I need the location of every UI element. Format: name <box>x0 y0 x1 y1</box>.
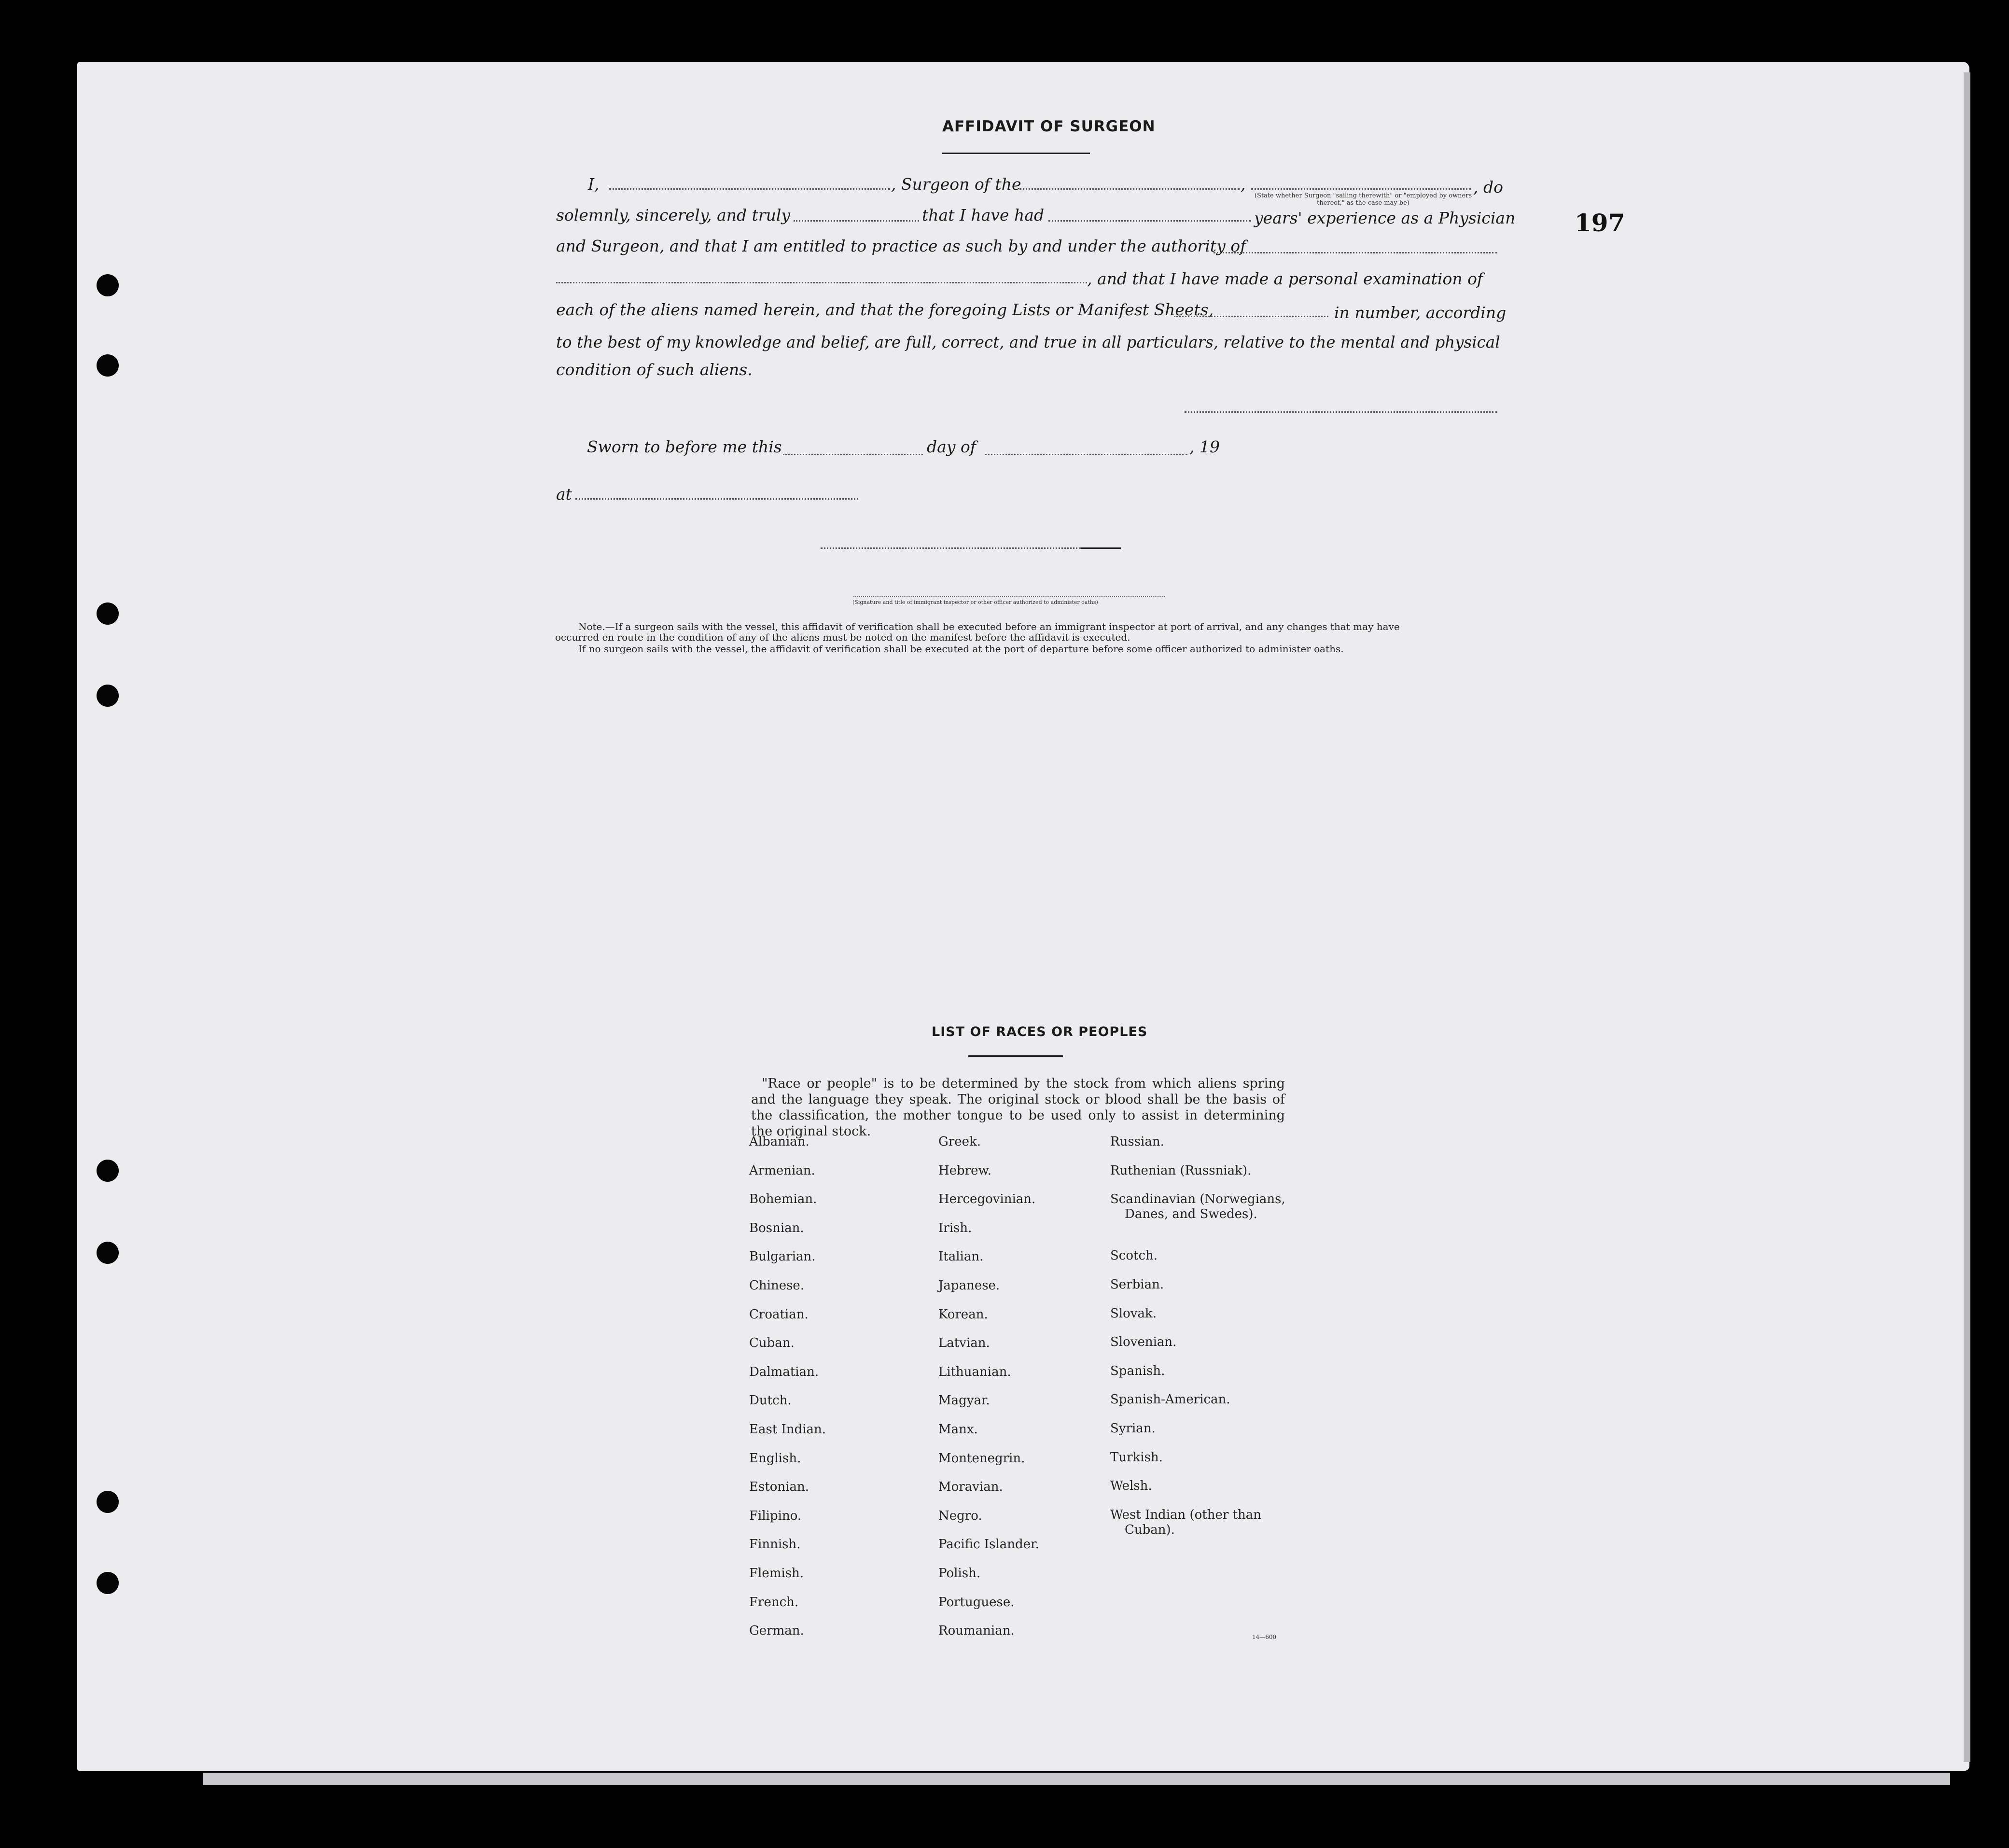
affidavit-line2-mid: that I have had <box>922 206 1045 224</box>
sworn-day-blank <box>783 454 923 455</box>
inspector-line-1-end <box>1081 547 1121 549</box>
affidavit-line2-start: solemnly, sincerely, and truly <box>556 206 791 224</box>
race-item: Pacific Islander. <box>938 1537 1039 1552</box>
race-item: East Indian. <box>749 1422 826 1437</box>
affidavit-line2-end: years' experience as a Physician <box>1254 209 1516 227</box>
race-item: Montenegrin. <box>938 1451 1025 1466</box>
note-line-2: occurred en route in the condition of any of the aliens must be noted on the manifest before the affidavit is executed. <box>555 631 1130 643</box>
binder-hole <box>97 1160 119 1182</box>
race-item: Spanish. <box>1110 1363 1165 1378</box>
race-item: Korean. <box>938 1307 988 1322</box>
races-intro: "Race or people" is to be determined by the stock from which aliens spring and the language they speak. The original stock or blood shall be the basis of the classification, the mother tongue to be used only to assist in determining the original stock. <box>751 1076 1285 1139</box>
race-item: Scandinavian (Norwegians, <box>1110 1192 1285 1207</box>
races-title: LIST OF RACES OR PEOPLES <box>932 1024 1148 1039</box>
affidavit-line5-start: each of the aliens named herein, and that the foregoing Lists or Manifest Sheets, <box>556 300 1214 319</box>
status-blank <box>1251 188 1471 190</box>
sworn-day-of: day of <box>927 437 977 456</box>
race-item: Filipino. <box>749 1508 802 1523</box>
affidavit-title: AFFIDAVIT OF SURGEON <box>942 118 1156 135</box>
race-item: Russian. <box>1110 1134 1164 1149</box>
form-number: 14—600 <box>1252 1634 1277 1640</box>
race-item: Armenian. <box>749 1163 815 1178</box>
race-item: Magyar. <box>938 1393 990 1408</box>
sworn-start: Sworn to before me this <box>587 437 782 456</box>
affidavit-line1-do: , do <box>1473 178 1503 196</box>
affidavit-line1-surgeon-of: , Surgeon of the <box>891 175 1021 194</box>
race-item: Irish. <box>938 1220 972 1235</box>
inspector-signature-line <box>853 596 1165 597</box>
sworn-year: , 19 <box>1189 437 1220 456</box>
affidavit-line5-end: in number, according <box>1334 303 1507 322</box>
inspector-line-1 <box>821 547 1081 549</box>
race-item: West Indian (other than <box>1110 1507 1262 1522</box>
race-item: Lithuanian. <box>938 1364 1011 1379</box>
race-item: Hercegovinian. <box>938 1192 1036 1207</box>
races-title-rule <box>968 1055 1063 1057</box>
race-item: Welsh. <box>1110 1479 1152 1494</box>
race-item: Hebrew. <box>938 1163 991 1178</box>
affidavit-line7: condition of such aliens. <box>556 360 753 379</box>
authority-blank-2 <box>556 282 1087 283</box>
race-item: Spanish-American. <box>1110 1392 1230 1407</box>
years-blank <box>1048 220 1251 222</box>
race-item: Bohemian. <box>749 1192 817 1207</box>
affidavit-line1-i: I, <box>588 175 600 194</box>
binder-hole <box>97 354 119 377</box>
affidavit-title-rule <box>942 153 1090 154</box>
affidavit-line3: and Surgeon, and that I am entitled to practice as such by and under the authority of <box>556 237 1246 255</box>
race-item: Albanian. <box>749 1134 809 1149</box>
vessel-blank <box>1019 188 1240 190</box>
race-item: Syrian. <box>1110 1421 1156 1436</box>
race-item: Estonian. <box>749 1480 809 1495</box>
note-line-3: If no surgeon sails with the vessel, the affidavit of verification shall be executed at the port of departure before some officer authorized to administer oaths. <box>578 643 1344 655</box>
signature-caption: (Signature and title of immigrant inspector or other officer authorized to administer oaths) <box>852 599 1098 605</box>
binder-hole <box>97 274 119 296</box>
race-item: Latvian. <box>938 1336 990 1351</box>
surgeon-status-note: (State whether Surgeon "sailing therewith" or "employed by owners thereof," as the case may be) <box>1254 192 1472 207</box>
race-item: Negro. <box>938 1508 982 1523</box>
race-item: Slovenian. <box>1110 1335 1177 1350</box>
authority-blank <box>1214 252 1497 253</box>
sheets-count-blank <box>1174 316 1328 317</box>
race-item: Chinese. <box>749 1278 805 1293</box>
race-item: Moravian. <box>938 1480 1003 1495</box>
affidavit-comma: , <box>1241 175 1246 194</box>
race-item: English. <box>749 1451 801 1466</box>
race-item: Roumanian. <box>938 1624 1015 1638</box>
race-item: Serbian. <box>1110 1277 1164 1292</box>
race-item: Greek. <box>938 1134 981 1149</box>
sworn-month-blank <box>985 454 1187 455</box>
at-place-blank <box>575 498 858 500</box>
surgeon-signature-line <box>1185 411 1497 413</box>
race-item: Dutch. <box>749 1393 792 1408</box>
page-number: 197 <box>1575 209 1625 237</box>
binder-hole <box>97 1242 119 1264</box>
race-item: Cuban). <box>1125 1522 1175 1537</box>
affidavit-line6: to the best of my knowledge and belief, are full, correct, and true in all particulars, relative to the mental and physical <box>556 333 1500 351</box>
race-item: Flemish. <box>749 1566 804 1581</box>
name-blank <box>609 188 890 190</box>
race-item: Polish. <box>938 1566 981 1581</box>
race-item: Croatian. <box>749 1307 809 1322</box>
binder-hole <box>97 1491 119 1513</box>
race-item: Slovak. <box>1110 1306 1157 1321</box>
binder-hole <box>97 685 119 707</box>
race-item: Ruthenian (Russniak). <box>1110 1163 1252 1178</box>
race-item: German. <box>749 1624 804 1638</box>
race-item: Bulgarian. <box>749 1249 816 1264</box>
binder-hole <box>97 602 119 625</box>
binder-hole <box>97 1572 119 1594</box>
race-item: French. <box>749 1595 799 1610</box>
at-label: at <box>556 485 572 504</box>
race-item: Dalmatian. <box>749 1364 819 1379</box>
race-item: Finnish. <box>749 1537 801 1552</box>
page-bottom-edge <box>203 1773 1950 1785</box>
race-item: Manx. <box>938 1422 978 1437</box>
note-line-1: Note.—If a surgeon sails with the vessel, this affidavit of verification shall be executed before an immigrant inspector at port of arrival, and any changes that may have <box>578 621 1400 632</box>
race-item: Japanese. <box>938 1278 1000 1293</box>
page-edge <box>1964 72 1970 1762</box>
race-item: Portuguese. <box>938 1595 1015 1610</box>
race-item: Cuban. <box>749 1336 795 1351</box>
race-item: Turkish. <box>1110 1450 1163 1465</box>
race-item: Bosnian. <box>749 1220 804 1235</box>
race-item: Scotch. <box>1110 1248 1158 1263</box>
race-item: Italian. <box>938 1249 984 1264</box>
oath-blank <box>794 220 919 222</box>
race-item: Danes, and Swedes). <box>1125 1207 1257 1222</box>
affidavit-line4: , and that I have made a personal examination of <box>1087 269 1483 288</box>
